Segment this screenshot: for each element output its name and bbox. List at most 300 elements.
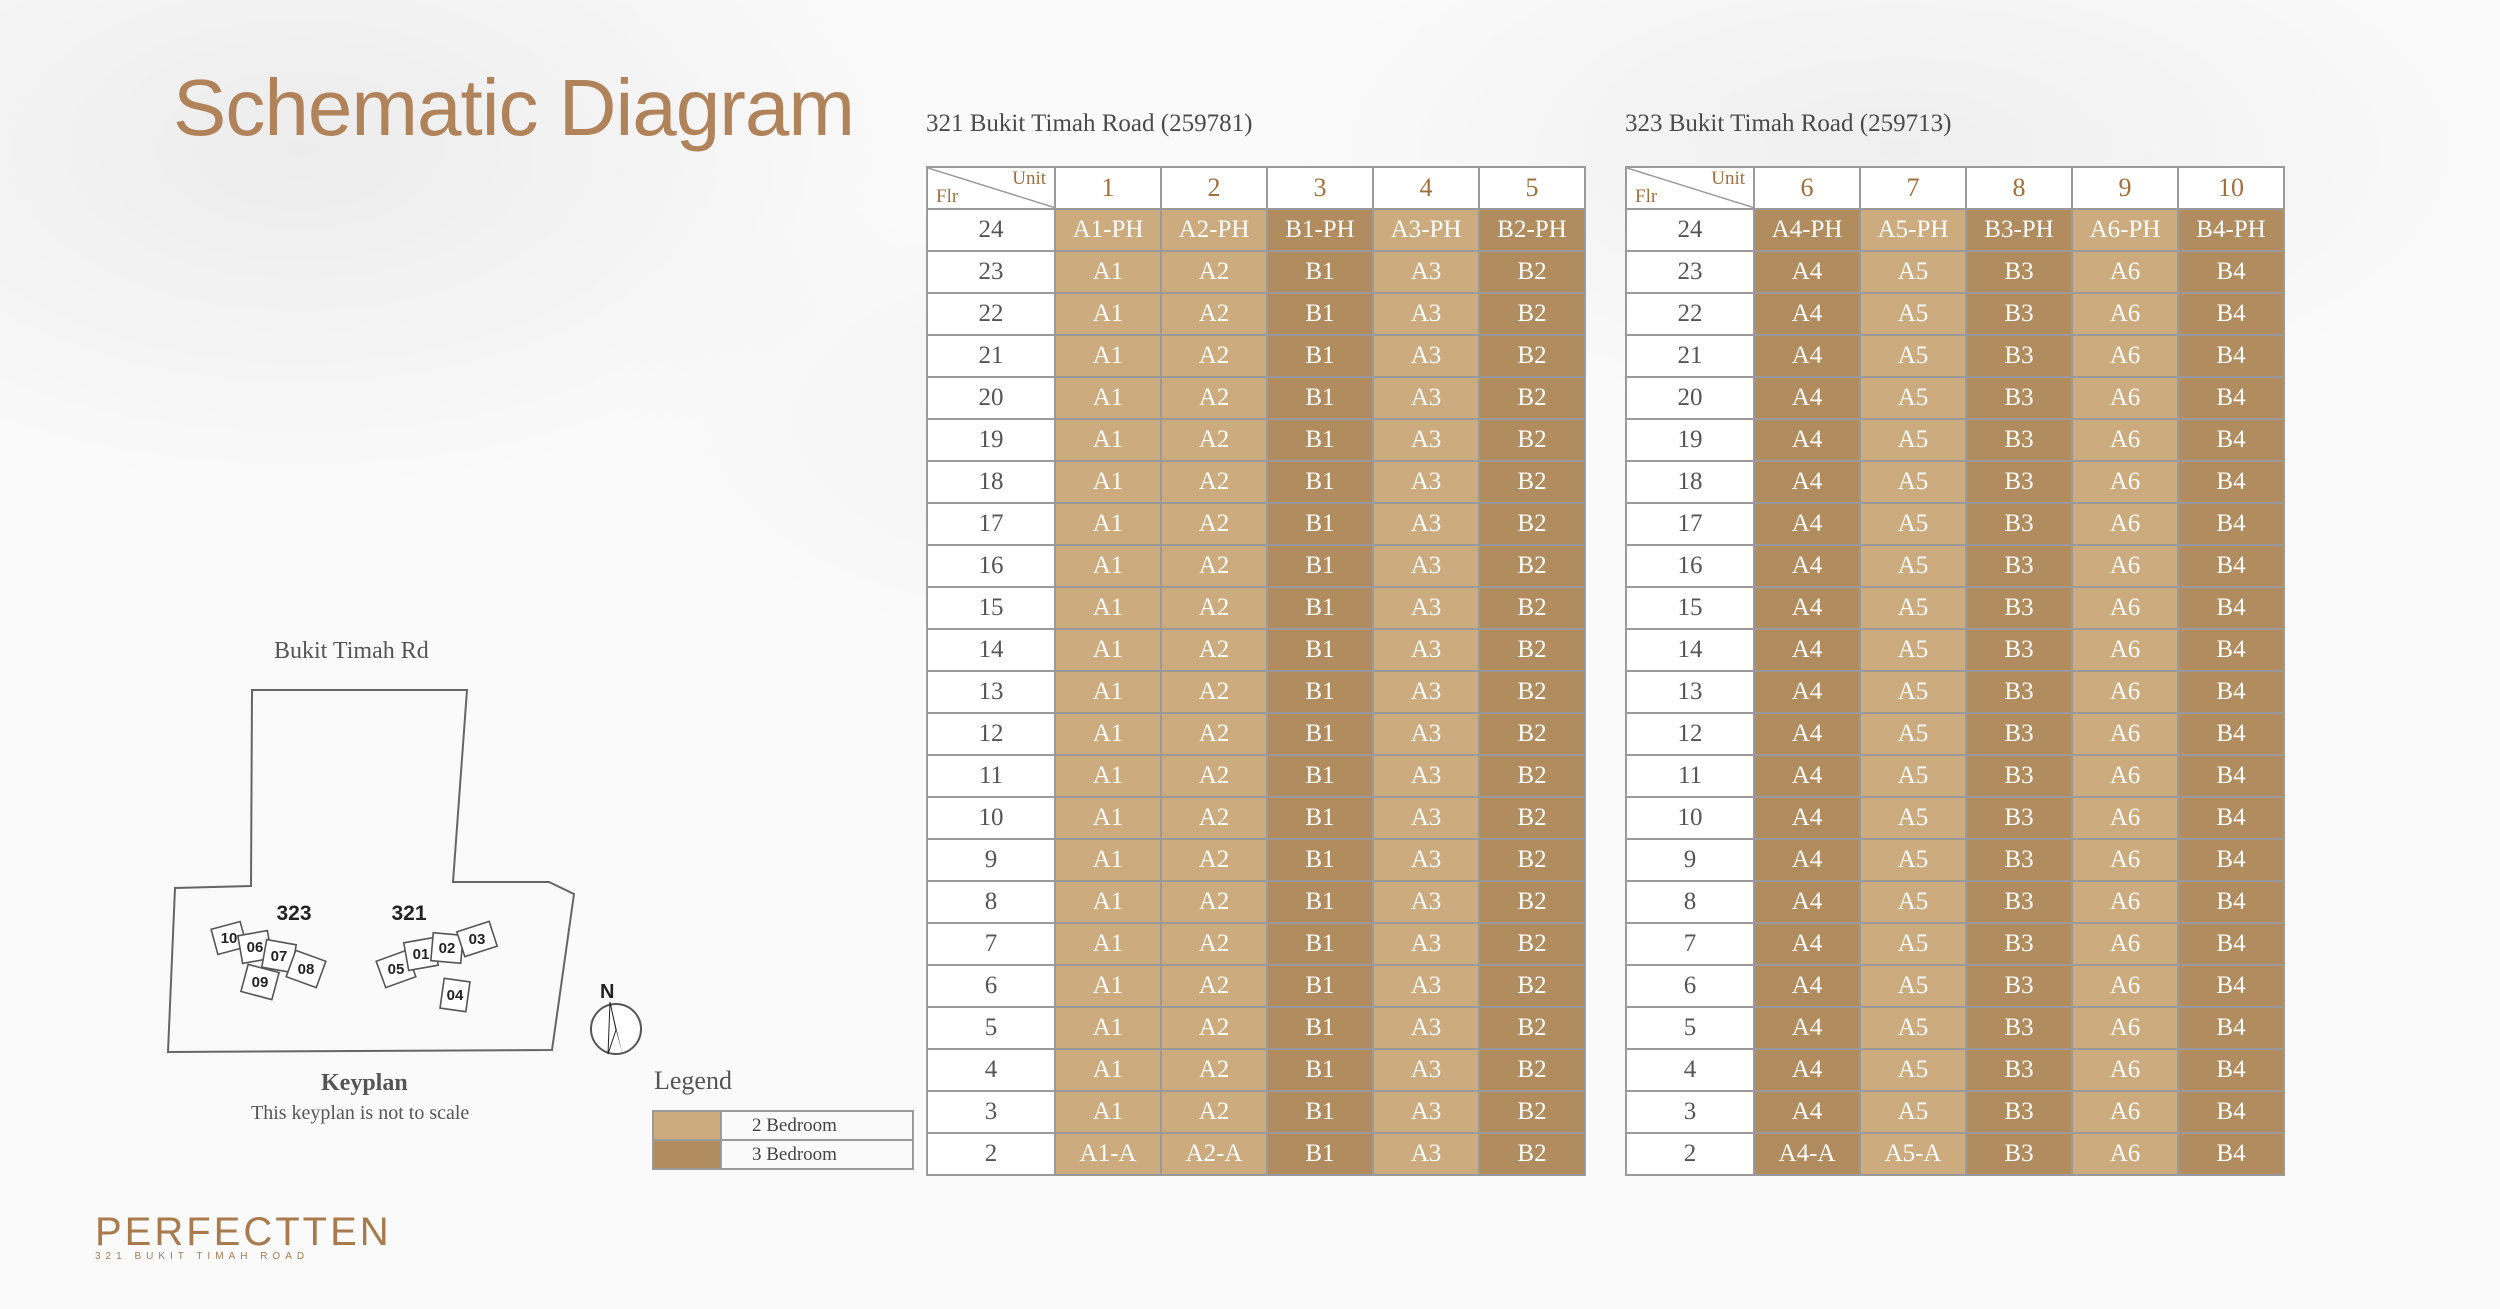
unit-header-3: 3 — [1267, 167, 1373, 209]
floor-label: 19 — [927, 419, 1055, 461]
unit-type-cell: A6 — [2072, 503, 2178, 545]
unit-type-cell: B2 — [1479, 1007, 1585, 1049]
unit-type-cell: A4 — [1754, 545, 1860, 587]
unit-type-cell: B2 — [1479, 1049, 1585, 1091]
unit-type-cell: A2 — [1161, 545, 1267, 587]
unit-type-cell: A4 — [1754, 377, 1860, 419]
unit-type-cell: A4 — [1754, 755, 1860, 797]
unit-type-cell: A5 — [1860, 755, 1966, 797]
floor-label: 22 — [1626, 293, 1754, 335]
unit-type-cell: B3 — [1966, 419, 2072, 461]
floor-row — [927, 1091, 1585, 1133]
floor-row — [927, 251, 1585, 293]
unit-type-cell: B4 — [2178, 461, 2284, 503]
unit-type-cell: A3 — [1373, 419, 1479, 461]
unit-type-cell: A5 — [1860, 461, 1966, 503]
floor-label: 19 — [1626, 419, 1754, 461]
floor-row — [927, 671, 1585, 713]
unit-type-cell: B1 — [1267, 713, 1373, 755]
unit-type-cell: A2-PH — [1161, 209, 1267, 251]
keyplan-unit-01: 01 — [412, 946, 430, 963]
floor-label: 18 — [927, 461, 1055, 503]
unit-type-cell: A2 — [1161, 755, 1267, 797]
unit-type-cell: B3 — [1966, 335, 2072, 377]
unit-type-cell: A1 — [1055, 755, 1161, 797]
unit-type-cell: A1 — [1055, 461, 1161, 503]
floor-label: 9 — [927, 839, 1055, 881]
floor-label: 16 — [1626, 545, 1754, 587]
keyplan-block-323: 323 — [276, 902, 312, 925]
unit-type-cell: B1 — [1267, 335, 1373, 377]
unit-type-cell: B3 — [1966, 293, 2072, 335]
unit-type-cell: A1 — [1055, 293, 1161, 335]
unit-type-cell: A3 — [1373, 1049, 1479, 1091]
legend-label-2-bedroom: 2 Bedroom — [721, 1111, 913, 1140]
unit-type-cell: B1 — [1267, 755, 1373, 797]
floor-row — [1626, 797, 2284, 839]
floor-row — [1626, 839, 2284, 881]
unit-header-2: 2 — [1161, 167, 1267, 209]
floor-label: 12 — [927, 713, 1055, 755]
floor-row — [1626, 1049, 2284, 1091]
unit-type-cell: B1 — [1267, 965, 1373, 1007]
floor-row — [927, 839, 1585, 881]
unit-type-cell: A3 — [1373, 251, 1479, 293]
unit-type-cell: B4 — [2178, 881, 2284, 923]
unit-type-cell: A4 — [1754, 881, 1860, 923]
unit-type-cell: A6 — [2072, 461, 2178, 503]
unit-type-cell: B4 — [2178, 545, 2284, 587]
floor-row — [1626, 1133, 2284, 1175]
unit-type-cell: A2 — [1161, 629, 1267, 671]
unit-type-cell: A3 — [1373, 377, 1479, 419]
unit-type-cell: B2 — [1479, 503, 1585, 545]
floor-row — [1626, 251, 2284, 293]
floor-label: 4 — [927, 1049, 1055, 1091]
unit-type-cell: A4-PH — [1754, 209, 1860, 251]
unit-type-cell: A5 — [1860, 965, 1966, 1007]
unit-type-cell: A3 — [1373, 461, 1479, 503]
unit-type-cell: A4 — [1754, 965, 1860, 1007]
unit-type-cell: B2-PH — [1479, 209, 1585, 251]
unit-type-cell: B1 — [1267, 1133, 1373, 1175]
unit-type-cell: B2 — [1479, 1091, 1585, 1133]
legend-swatch-3-bedroom — [653, 1140, 721, 1169]
north-label: N — [600, 981, 615, 1003]
unit-type-cell: B3 — [1966, 755, 2072, 797]
block-321-title: 321 Bukit Timah Road (259781) — [926, 110, 1253, 137]
unit-type-cell: A4 — [1754, 335, 1860, 377]
unit-type-cell: B2 — [1479, 671, 1585, 713]
floor-row — [927, 1133, 1585, 1175]
unit-type-cell: A3 — [1373, 713, 1479, 755]
unit-type-cell: A5 — [1860, 251, 1966, 293]
keyplan-unit-09: 09 — [251, 974, 269, 991]
unit-type-cell: A4 — [1754, 293, 1860, 335]
floor-row — [927, 209, 1585, 251]
floor-label: 10 — [1626, 797, 1754, 839]
unit-type-cell: A2 — [1161, 1049, 1267, 1091]
unit-type-cell: B3 — [1966, 713, 2072, 755]
unit-header-10: 10 — [2178, 167, 2284, 209]
unit-type-cell: B3 — [1966, 377, 2072, 419]
unit-type-cell: B1 — [1267, 1049, 1373, 1091]
floor-label: 22 — [927, 293, 1055, 335]
unit-type-cell: B1 — [1267, 671, 1373, 713]
floor-row — [927, 503, 1585, 545]
keyplan-title: Keyplan — [321, 1070, 408, 1096]
unit-type-cell: B4 — [2178, 251, 2284, 293]
unit-type-cell: A5 — [1860, 377, 1966, 419]
unit-type-cell: A1 — [1055, 839, 1161, 881]
unit-type-cell: A6 — [2072, 923, 2178, 965]
floor-row — [1626, 881, 2284, 923]
unit-type-cell: A5-PH — [1860, 209, 1966, 251]
floor-row — [927, 545, 1585, 587]
schedule-table-323 — [1625, 166, 2285, 1176]
unit-type-cell: A1-A — [1055, 1133, 1161, 1175]
unit-type-cell: A3 — [1373, 629, 1479, 671]
unit-type-cell: B3 — [1966, 839, 2072, 881]
unit-type-cell: B3 — [1966, 461, 2072, 503]
floor-row — [927, 797, 1585, 839]
unit-type-cell: A6 — [2072, 545, 2178, 587]
unit-type-cell: A3 — [1373, 587, 1479, 629]
floor-label: 18 — [1626, 461, 1754, 503]
legend-item-2-bedroom — [653, 1111, 913, 1140]
floor-label: 12 — [1626, 713, 1754, 755]
unit-type-cell: A2 — [1161, 419, 1267, 461]
floor-label: 6 — [927, 965, 1055, 1007]
unit-type-cell: A6 — [2072, 671, 2178, 713]
legend-swatch-2-bedroom — [653, 1111, 721, 1140]
unit-type-cell: B2 — [1479, 797, 1585, 839]
unit-type-cell: A5 — [1860, 713, 1966, 755]
unit-type-cell: A3-PH — [1373, 209, 1479, 251]
unit-type-cell: A5 — [1860, 335, 1966, 377]
unit-type-cell: A4 — [1754, 587, 1860, 629]
logo-wordmark: PERFECTTEN — [95, 1210, 392, 1254]
unit-type-cell: A5 — [1860, 419, 1966, 461]
floor-row — [1626, 293, 2284, 335]
unit-type-cell: A1 — [1055, 545, 1161, 587]
unit-type-cell: A2 — [1161, 1091, 1267, 1133]
unit-type-cell: A1 — [1055, 251, 1161, 293]
floor-label: 9 — [1626, 839, 1754, 881]
unit-type-cell: A5 — [1860, 629, 1966, 671]
unit-type-cell: B4 — [2178, 1049, 2284, 1091]
unit-type-cell: B2 — [1479, 923, 1585, 965]
floor-label: 8 — [927, 881, 1055, 923]
unit-type-cell: A5 — [1860, 545, 1966, 587]
floor-label: 3 — [1626, 1091, 1754, 1133]
floor-label: 14 — [927, 629, 1055, 671]
floor-row — [1626, 923, 2284, 965]
floor-label: 20 — [1626, 377, 1754, 419]
unit-type-cell: A4 — [1754, 629, 1860, 671]
floor-row — [1626, 713, 2284, 755]
floor-label: 17 — [927, 503, 1055, 545]
unit-type-cell: A6 — [2072, 587, 2178, 629]
floor-label: 13 — [1626, 671, 1754, 713]
unit-type-cell: B3 — [1966, 629, 2072, 671]
unit-type-cell: A6 — [2072, 293, 2178, 335]
floor-label: 5 — [1626, 1007, 1754, 1049]
unit-type-cell: B3 — [1966, 545, 2072, 587]
floor-label: 21 — [927, 335, 1055, 377]
floor-label: 8 — [1626, 881, 1754, 923]
unit-type-cell: A1-PH — [1055, 209, 1161, 251]
unit-type-cell: A4 — [1754, 1007, 1860, 1049]
header-unit-label: Unit — [1012, 168, 1046, 189]
unit-type-cell: A4 — [1754, 1091, 1860, 1133]
block-323-title: 323 Bukit Timah Road (259713) — [1625, 110, 1952, 137]
compass-icon — [591, 1002, 641, 1056]
unit-type-cell: A4 — [1754, 503, 1860, 545]
legend-title: Legend — [654, 1066, 732, 1095]
unit-type-cell: B4 — [2178, 671, 2284, 713]
unit-type-cell: A1 — [1055, 923, 1161, 965]
unit-type-cell: A3 — [1373, 671, 1479, 713]
unit-type-cell: A3 — [1373, 503, 1479, 545]
floor-row — [1626, 209, 2284, 251]
floor-label: 20 — [927, 377, 1055, 419]
unit-type-cell: B1-PH — [1267, 209, 1373, 251]
floor-label: 15 — [927, 587, 1055, 629]
unit-type-cell: B1 — [1267, 377, 1373, 419]
page-title: Schematic Diagram — [173, 63, 855, 152]
header-floor-label: Flr — [936, 186, 959, 207]
unit-type-cell: A4 — [1754, 839, 1860, 881]
floor-row — [927, 881, 1585, 923]
unit-type-cell: A6 — [2072, 797, 2178, 839]
unit-type-cell: A3 — [1373, 1007, 1479, 1049]
unit-type-cell: A2 — [1161, 671, 1267, 713]
unit-type-cell: B3 — [1966, 1133, 2072, 1175]
unit-type-cell: A3 — [1373, 1133, 1479, 1175]
unit-type-cell: B2 — [1479, 293, 1585, 335]
floor-row — [1626, 755, 2284, 797]
floor-row — [1626, 335, 2284, 377]
floor-label: 3 — [927, 1091, 1055, 1133]
unit-type-cell: A2 — [1161, 839, 1267, 881]
unit-type-cell: B3-PH — [1966, 209, 2072, 251]
unit-type-cell: A4-A — [1754, 1133, 1860, 1175]
unit-type-cell: A1 — [1055, 1091, 1161, 1133]
unit-type-cell: B4 — [2178, 755, 2284, 797]
floor-row — [1626, 503, 2284, 545]
floor-label: 11 — [927, 755, 1055, 797]
unit-type-cell: B3 — [1966, 503, 2072, 545]
header-floor-label: Flr — [1635, 186, 1658, 207]
unit-type-cell: A4 — [1754, 419, 1860, 461]
unit-type-cell: A3 — [1373, 839, 1479, 881]
unit-type-cell: A1 — [1055, 713, 1161, 755]
floor-row — [927, 629, 1585, 671]
unit-type-cell: A6 — [2072, 251, 2178, 293]
unit-type-cell: B3 — [1966, 923, 2072, 965]
unit-type-cell: B2 — [1479, 713, 1585, 755]
unit-type-cell: B3 — [1966, 965, 2072, 1007]
floor-row — [927, 1049, 1585, 1091]
unit-type-cell: A2 — [1161, 713, 1267, 755]
unit-type-cell: B3 — [1966, 1091, 2072, 1133]
unit-type-cell: B4 — [2178, 335, 2284, 377]
unit-type-cell: A2 — [1161, 335, 1267, 377]
floor-row — [927, 335, 1585, 377]
floor-row — [927, 377, 1585, 419]
unit-type-cell: B1 — [1267, 251, 1373, 293]
floor-row — [927, 1007, 1585, 1049]
unit-type-cell: A5-A — [1860, 1133, 1966, 1175]
floor-row — [927, 923, 1585, 965]
floor-label: 5 — [927, 1007, 1055, 1049]
unit-type-cell: B4 — [2178, 1133, 2284, 1175]
unit-type-cell: A2 — [1161, 587, 1267, 629]
unit-type-cell: A3 — [1373, 755, 1479, 797]
keyplan-unit-03: 03 — [468, 931, 486, 948]
unit-type-cell: B2 — [1479, 545, 1585, 587]
floor-row — [927, 755, 1585, 797]
floor-label: 4 — [1626, 1049, 1754, 1091]
floor-label: 14 — [1626, 629, 1754, 671]
floor-label: 13 — [927, 671, 1055, 713]
unit-type-cell: B4 — [2178, 293, 2284, 335]
unit-type-cell: B1 — [1267, 881, 1373, 923]
unit-type-cell: B3 — [1966, 1007, 2072, 1049]
unit-header-6: 6 — [1754, 167, 1860, 209]
floor-row — [1626, 671, 2284, 713]
unit-type-cell: B2 — [1479, 419, 1585, 461]
unit-type-cell: A6 — [2072, 629, 2178, 671]
schedule-table-321 — [926, 166, 1586, 1176]
unit-type-cell: A2 — [1161, 293, 1267, 335]
unit-type-cell: A6 — [2072, 335, 2178, 377]
floor-label: 6 — [1626, 965, 1754, 1007]
unit-type-cell: B2 — [1479, 881, 1585, 923]
floor-row — [1626, 1007, 2284, 1049]
unit-type-cell: B1 — [1267, 419, 1373, 461]
legend-label-3-bedroom: 3 Bedroom — [721, 1140, 913, 1169]
keyplan-unit-04: 04 — [446, 987, 464, 1004]
unit-type-cell: B4 — [2178, 377, 2284, 419]
floor-label: 15 — [1626, 587, 1754, 629]
unit-type-cell: A5 — [1860, 671, 1966, 713]
unit-type-cell: A3 — [1373, 1091, 1479, 1133]
unit-type-cell: A6 — [2072, 755, 2178, 797]
floor-label: 24 — [927, 209, 1055, 251]
floor-label: 21 — [1626, 335, 1754, 377]
floor-row — [1626, 1091, 2284, 1133]
unit-type-cell: A2 — [1161, 797, 1267, 839]
unit-type-cell: A5 — [1860, 1091, 1966, 1133]
unit-type-cell: A4 — [1754, 671, 1860, 713]
unit-type-cell: A3 — [1373, 965, 1479, 1007]
unit-type-cell: A1 — [1055, 377, 1161, 419]
unit-type-cell: B4 — [2178, 965, 2284, 1007]
unit-type-cell: A5 — [1860, 839, 1966, 881]
unit-type-cell: A6 — [2072, 1133, 2178, 1175]
unit-type-cell: B3 — [1966, 251, 2072, 293]
keyplan-unit-07: 07 — [270, 948, 288, 965]
unit-type-cell: A3 — [1373, 881, 1479, 923]
unit-type-cell: B3 — [1966, 587, 2072, 629]
unit-type-cell: A3 — [1373, 797, 1479, 839]
unit-type-cell: A1 — [1055, 503, 1161, 545]
unit-type-cell: B4 — [2178, 419, 2284, 461]
unit-header-5: 5 — [1479, 167, 1585, 209]
unit-type-cell: A5 — [1860, 1007, 1966, 1049]
unit-type-cell: A6 — [2072, 419, 2178, 461]
floor-row — [927, 419, 1585, 461]
header-unit-label: Unit — [1711, 168, 1745, 189]
unit-type-cell: B1 — [1267, 1091, 1373, 1133]
unit-type-cell: A6 — [2072, 965, 2178, 1007]
floor-row — [1626, 545, 2284, 587]
unit-type-cell: A2 — [1161, 923, 1267, 965]
unit-type-cell: B1 — [1267, 1007, 1373, 1049]
header-corner — [927, 167, 1055, 209]
unit-type-cell: B2 — [1479, 629, 1585, 671]
unit-type-cell: A3 — [1373, 545, 1479, 587]
keyplan-unit-08: 08 — [297, 961, 315, 978]
unit-type-cell: A5 — [1860, 587, 1966, 629]
unit-type-cell: A6 — [2072, 1091, 2178, 1133]
floor-row — [927, 965, 1585, 1007]
floor-label: 2 — [1626, 1133, 1754, 1175]
unit-type-cell: B2 — [1479, 461, 1585, 503]
floor-label: 23 — [927, 251, 1055, 293]
unit-type-cell: A3 — [1373, 293, 1479, 335]
unit-type-cell: A1 — [1055, 1049, 1161, 1091]
unit-type-cell: B1 — [1267, 293, 1373, 335]
unit-type-cell: A1 — [1055, 419, 1161, 461]
keyplan-unit-06: 06 — [246, 939, 264, 956]
unit-type-cell: B2 — [1479, 251, 1585, 293]
unit-type-cell: B3 — [1966, 1049, 2072, 1091]
unit-type-cell: A2 — [1161, 503, 1267, 545]
floor-label: 2 — [927, 1133, 1055, 1175]
unit-type-cell: B4 — [2178, 629, 2284, 671]
floor-row — [927, 713, 1585, 755]
unit-type-cell: B4 — [2178, 503, 2284, 545]
unit-type-cell: A4 — [1754, 251, 1860, 293]
floor-row — [1626, 629, 2284, 671]
unit-type-cell: A2 — [1161, 1007, 1267, 1049]
unit-type-cell: B4 — [2178, 1007, 2284, 1049]
keyplan-note: This keyplan is not to scale — [251, 1102, 470, 1124]
floor-row — [1626, 377, 2284, 419]
keyplan-road-label: Bukit Timah Rd — [274, 638, 429, 664]
logo-subtitle: 321 BUKIT TIMAH ROAD — [95, 1251, 310, 1262]
unit-type-cell: B1 — [1267, 545, 1373, 587]
unit-type-cell: A1 — [1055, 335, 1161, 377]
floor-label: 11 — [1626, 755, 1754, 797]
unit-type-cell: A1 — [1055, 881, 1161, 923]
unit-type-cell: B4 — [2178, 713, 2284, 755]
unit-type-cell: B1 — [1267, 797, 1373, 839]
legend — [652, 1110, 914, 1170]
floor-row — [927, 461, 1585, 503]
unit-type-cell: B3 — [1966, 671, 2072, 713]
unit-type-cell: A5 — [1860, 1049, 1966, 1091]
unit-type-cell: A2 — [1161, 881, 1267, 923]
unit-type-cell: A5 — [1860, 881, 1966, 923]
floor-label: 23 — [1626, 251, 1754, 293]
unit-type-cell: B1 — [1267, 629, 1373, 671]
floor-row — [1626, 587, 2284, 629]
unit-type-cell: B1 — [1267, 839, 1373, 881]
